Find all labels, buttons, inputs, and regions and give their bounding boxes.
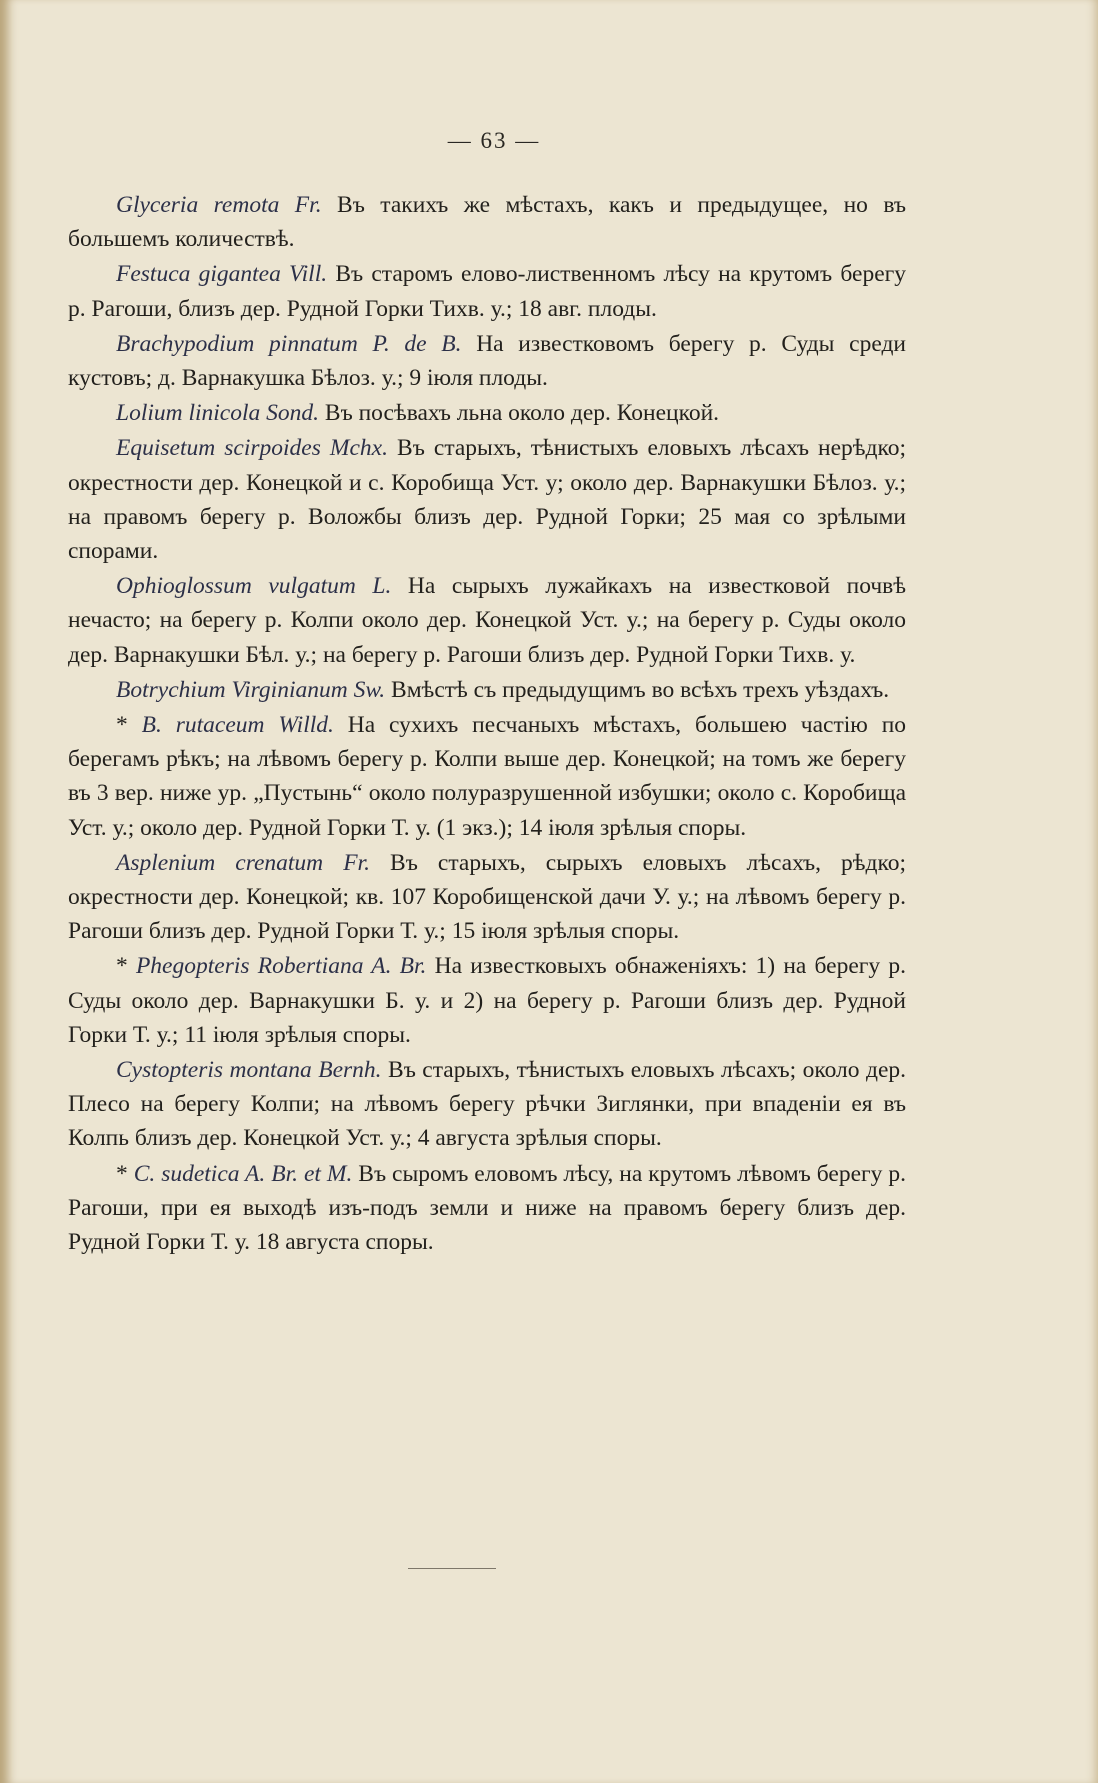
asterisk-mark: * <box>116 1160 128 1187</box>
species-name: Equisetum scirpoides Mchx. <box>116 435 388 462</box>
page-number: — 63 — <box>447 128 541 153</box>
species-entry <box>68 949 906 1052</box>
species-description: На известковомъ берегу р. Суды среди кустовъ; д. Варнакушка Бѣлоз. у.; 9 іюля плоды. <box>68 330 906 392</box>
species-entry <box>68 327 906 395</box>
species-name: Phegopteris Robertiana A. Br. <box>135 953 427 980</box>
species-description: На известковыхъ обнаженіяхъ: 1) на берегу р. Суды около дер. Варнакушки Б. у. и 2) на берегу р. Рагоши близъ дер. Рудной Горки Т. у.; 11 іюля зрѣлыя споры. <box>68 953 906 1048</box>
species-entry <box>68 257 906 325</box>
species-description: Въ старомъ елово-лиственномъ лѣсу на крутомъ берегу р. Рагоши, близъ дер. Рудной Горки Тихв. у.; 18 авг. плоды. <box>68 261 907 322</box>
species-entry <box>68 1157 906 1260</box>
species-name: Brachypodium pinnatum P. de B. <box>116 330 462 357</box>
species-description: Вмѣстѣ съ предыдущимъ во всѣхъ трехъ уѣздахъ. <box>391 676 890 703</box>
species-entry <box>68 431 906 568</box>
species-entry <box>68 846 906 949</box>
species-description: На сухихъ песчаныхъ мѣстахъ, большею частію по берегамъ рѣкъ; на лѣвомъ берегу р. Колпи выше дер. Конецкой; на томъ же берегу въ 3 вер. ниже ур. „Пустынь“ около полуразрушенной избушки; около с. Коробища Уст. у.; около дер. Рудной Горки Т. у. (1 экз.); 14 іюля зрѣлыя споры. <box>68 712 907 841</box>
species-name: Glyceria remota Fr. <box>116 192 322 218</box>
species-entry <box>68 188 906 256</box>
species-description: Въ старыхъ, сырыхъ еловыхъ лѣсахъ, рѣдко; окрестности дер. Конецкой; кв. 107 Коробищенской дачи У. у.; на лѣвомъ берегу р. Рагоши близъ дер. Рудной Горки Т. у.; 15 іюля зрѣлыя споры. <box>68 849 906 945</box>
species-name: C. sudetica A. Br. et M. <box>133 1160 353 1187</box>
species-name: Lolium linicola Sond. <box>116 400 320 427</box>
species-description: Въ старыхъ, тѣнистыхъ еловыхъ лѣсахъ нерѣдко; окрестности дер. Конецкой и с. Коробища Уст. у; около дер. Варнакушки Бѣлоз. у.; на правомъ берегу р. Воложбы близъ дер. Рудной Горки; 25 мая со зрѣлыми спорами. <box>68 435 906 565</box>
species-description: Въ сыромъ еловомъ лѣсу, на крутомъ лѣвомъ берегу р. Рагоши, при ея выходѣ изъ-подъ земли и ниже на правомъ берегу близъ дер. Рудной Горки Т. у. 18 августа споры. <box>68 1160 906 1256</box>
species-description: Въ старыхъ, тѣнистыхъ еловыхъ лѣсахъ; около дер. Плесо на берегу Колпи; на лѣвомъ берегу рѣчки Зиглянки, при впаденіи ея въ Колпь близъ дер. Конецкой Уст. у.; 4 августа зрѣлыя споры. <box>68 1057 907 1152</box>
species-entry <box>68 396 906 430</box>
species-description: Въ посѣвахъ льна около дер. Конецкой. <box>324 400 720 427</box>
species-name: B. rutaceum Willd. <box>141 712 334 739</box>
species-name: Cystopteris montana Bernh. <box>116 1057 382 1084</box>
species-entry <box>68 569 906 672</box>
species-entry <box>68 1053 906 1156</box>
closing-rule <box>408 1568 496 1569</box>
species-entry <box>68 708 906 845</box>
species-list <box>68 188 906 1260</box>
species-description: На сырыхъ лужайкахъ на известковой почвѣ нечасто; на берегу р. Колпи около дер. Конецкой Уст. у.; на берегу р. Суды около дер. Варнакушки Бѣл. у.; на берегу р. Рагоши близъ дер. Рудной Горки Тихв. у. <box>68 573 907 668</box>
species-name: Botrychium Virginianum Sw. <box>116 676 386 703</box>
species-name: Festuca gigantea Vill. <box>116 261 328 288</box>
species-name: Asplenium crenatum Fr. <box>116 849 370 876</box>
species-entry <box>68 673 906 707</box>
species-name: Ophioglossum vulgatum L. <box>116 573 392 600</box>
asterisk-mark: * <box>116 712 128 739</box>
asterisk-mark: * <box>116 953 128 980</box>
species-description: Въ такихъ же мѣстахъ, какъ и предыдущее, но въ большемъ количествѣ. <box>68 192 906 253</box>
